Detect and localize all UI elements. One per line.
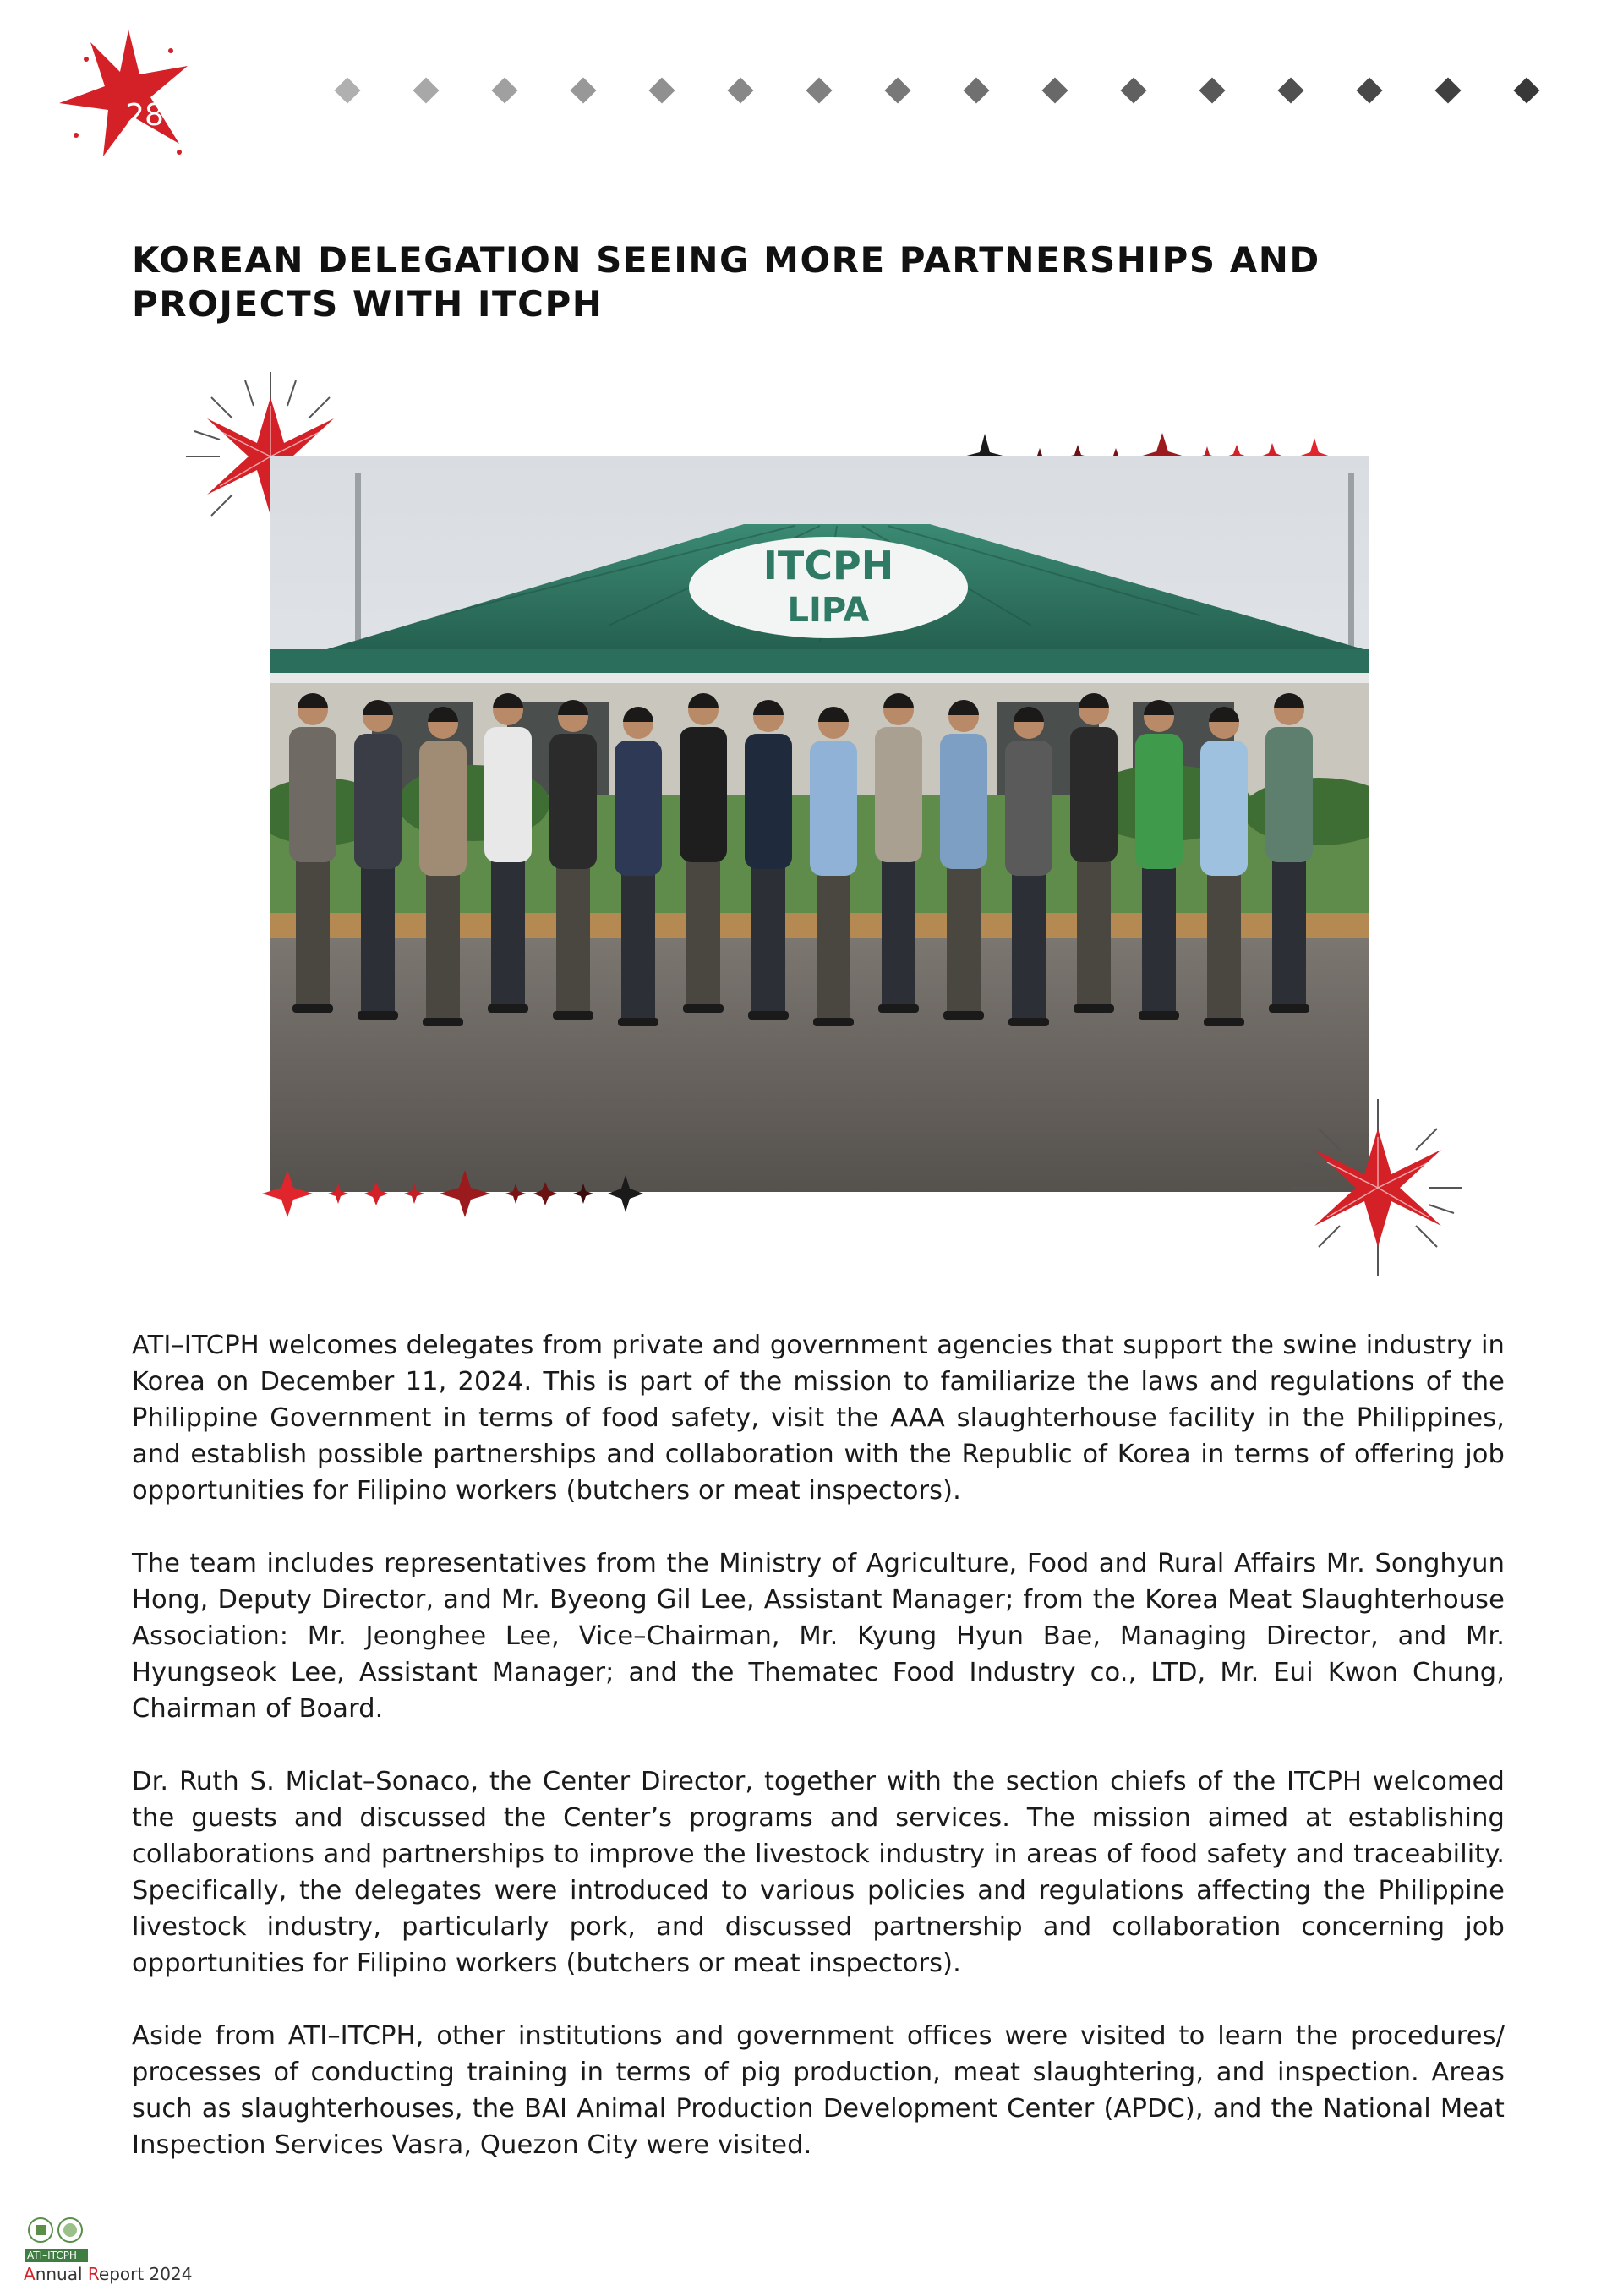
article-body xyxy=(132,1327,1505,2200)
page-number: 28 xyxy=(125,98,164,133)
paragraph: ATI–ITCPH welcomes delegates from private and government agencies that support the swine industry in Korea on December 11, 2024. This is part of the mission to familiarize the laws and regulations of the Philippine Government in terms of food safety, visit the AAA slaughterhouse facility in the Philippines, and establish possible partnerships and collaboration with the Republic of Korea in terms of offering job opportunities for Filipino workers (butchers or meat inspectors). xyxy=(132,1331,1505,1506)
paragraph: Dr. Ruth S. Miclat–Sonaco, the Center Director, together with the section chiefs of the ITCPH welcomed the guests and discussed the Center’s programs and services. The mission aimed at establishing collaborations and partnerships to improve the livestock industry in areas of food safety and traceability. Specifically, the delegates were introduced to various policies and regulations affecting the Philippine livestock industry, particularly pork, and discussed partnership and collaboration concerning job opportunities for Filipino workers (butchers or meat inspectors). xyxy=(132,1767,1505,1978)
starburst-bottom-icon xyxy=(1285,1099,1471,1276)
star-row-bottom-icon xyxy=(254,1165,651,1224)
diamond-icon xyxy=(413,77,439,103)
diamond-icon xyxy=(648,77,675,103)
diamond-icon xyxy=(1434,77,1461,103)
footer-word-nnual: nnual xyxy=(35,2264,88,2284)
footer-word-eport: eport 2024 xyxy=(98,2264,193,2284)
person-silhouette xyxy=(680,693,727,1013)
diamond-icon xyxy=(1120,77,1146,103)
delegation-group-photo xyxy=(270,456,1369,1192)
diamond-icon xyxy=(884,77,910,103)
diamond-icon xyxy=(1277,77,1303,103)
person-silhouette xyxy=(419,707,467,1026)
diamond-icon xyxy=(963,77,989,103)
footer-letter-a: A xyxy=(24,2264,36,2284)
person-silhouette xyxy=(1265,693,1313,1013)
diamond-icon xyxy=(491,77,517,103)
diamond-icon xyxy=(570,77,596,103)
roof-sign-line2: LIPA xyxy=(787,591,870,630)
diamond-icon xyxy=(806,77,832,103)
footer-letter-r: R xyxy=(87,2264,99,2284)
diamond-icon xyxy=(1199,77,1225,103)
red-star-icon xyxy=(52,25,196,161)
paragraph: The team includes representatives from the Ministry of Agriculture, Food and Rural Affairs Mr. Songhyun Hong, Deputy Director, and Mr. Byeong Gil Lee, Assistant Manager; from the Korea Meat Slaughterhouse Association: Mr. Jeonghee Lee, Vice–Chairman, Mr. Kyung Hyun Bae, Managing Director, and Mr. Hyungseok Lee, Assistant Manager; and the Thematec Food Industry co., LTD, Mr. Eui Kwon Chung, Chairman of Board. xyxy=(132,1549,1505,1724)
footer-annual-report xyxy=(24,2264,192,2284)
diamond-icon xyxy=(727,77,753,103)
person-silhouette xyxy=(1070,693,1118,1013)
person-silhouette xyxy=(810,707,857,1026)
diamond-icon xyxy=(1041,77,1068,103)
person-silhouette xyxy=(615,707,662,1026)
header-diamond-row xyxy=(338,81,1572,115)
article-title: KOREAN DELEGATION SEEING MORE PARTNERSHIPS AND PROJECTS WITH ITCPH xyxy=(132,239,1320,325)
paragraph: Aside from ATI–ITCPH, other institutions and government offices were visited to learn the procedures/ processes of conducting training in terms of pig production, meat slaughtering, and inspection. Areas such as slaughterhouses, the BAI Animal Production Development Center (APDC), and the National Meat Inspection Services Vasra, Quezon City were visited. xyxy=(132,2021,1505,2160)
page-number-badge xyxy=(52,25,196,161)
person-silhouette xyxy=(289,693,336,1013)
roof-sign-line1: ITCPH xyxy=(762,543,894,588)
group-photo-illustration xyxy=(270,456,1369,1192)
person-silhouette xyxy=(1005,707,1052,1026)
person-silhouette xyxy=(354,700,402,1020)
diamond-icon xyxy=(1513,77,1539,103)
ati-itcph-logo xyxy=(24,2215,91,2266)
person-silhouette xyxy=(875,693,922,1013)
person-silhouette xyxy=(1135,700,1183,1020)
person-silhouette xyxy=(1200,707,1248,1026)
logo-label: ATI–ITCPH xyxy=(27,2250,77,2261)
diamond-icon xyxy=(334,77,360,103)
person-silhouette xyxy=(745,700,792,1020)
person-silhouette xyxy=(549,700,597,1020)
diamond-icon xyxy=(1356,77,1382,103)
person-silhouette xyxy=(484,693,532,1013)
person-silhouette xyxy=(940,700,987,1020)
